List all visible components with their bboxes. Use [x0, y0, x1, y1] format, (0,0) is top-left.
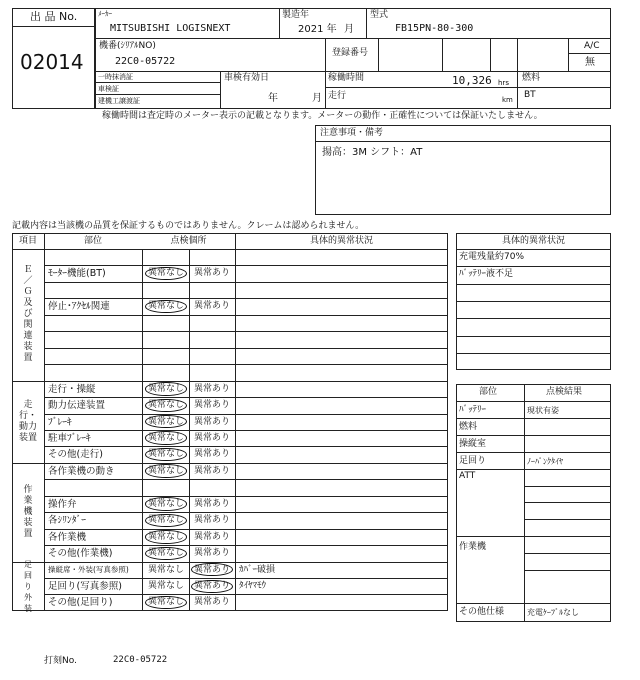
shupin-label: 出 品 No.	[30, 10, 78, 23]
distance-unit: km	[502, 96, 513, 104]
row-part: ﾌﾞﾚｰｷ	[48, 416, 72, 428]
fuel-value: BT	[524, 90, 536, 100]
table-row	[12, 479, 448, 495]
row-abnormal: 異常あり	[194, 400, 231, 411]
result-value: 現状有姿	[527, 406, 559, 415]
row-detail: ﾀｲﾔﾏﾓｳ	[239, 581, 267, 591]
row-abnormal: 異常あり	[194, 498, 231, 509]
row-detail: ｶﾊﾞｰ破損	[239, 564, 276, 575]
row-part: 各作業機の動き	[48, 465, 115, 477]
stamp-no-value: 22C0-05722	[113, 655, 168, 665]
normal-mark	[145, 382, 187, 395]
row-abnormal: 異常あり	[194, 531, 231, 542]
row-abnormal: 異常あり	[194, 416, 231, 427]
row-normal: 異常なし	[148, 597, 185, 608]
results-work-label: 作業機	[459, 542, 487, 552]
results-att-label: ATT	[459, 471, 476, 481]
row-part: 動力伝達装置	[48, 400, 106, 412]
row-normal: 異常なし	[148, 400, 185, 411]
result-part: 燃料	[459, 421, 478, 432]
row-part: 操縦席・外装(写真参照)	[48, 564, 129, 574]
row-normal: 異常なし	[148, 564, 185, 575]
registration-label: 登録番号	[332, 48, 369, 58]
hours-disclaimer: 稼働時間は査定時のメーター表示の記載となります。メーターの動作・正確性については保証いたしません。	[102, 111, 543, 121]
row-normal: 異常なし	[148, 268, 185, 279]
row-abnormal: 異常あり	[194, 564, 231, 575]
table-row	[12, 315, 448, 331]
serial-label: 機番(ｼﾘｱﾙNO)	[99, 41, 156, 51]
remarks-label: 注意事項・備考	[320, 128, 384, 138]
year-month-unit: 月	[344, 24, 354, 35]
hours-unit: hrs	[498, 79, 509, 87]
row-normal: 異常なし	[148, 301, 185, 312]
group-label-3: 足回り外装	[24, 559, 32, 613]
serial-value: 22C0-05722	[115, 56, 176, 67]
row-part: 操作弁	[48, 498, 77, 510]
row-abnormal: 異常あり	[194, 383, 231, 394]
row-abnormal: 異常あり	[194, 301, 231, 312]
row-normal: 異常なし	[148, 416, 185, 427]
shupin-number: 02014	[20, 50, 84, 74]
hours-value: 10,326	[452, 74, 492, 87]
row-part: 各作業機	[48, 531, 87, 543]
result-value: ﾉｰﾊﾟﾝｸﾀｲﾔ	[527, 456, 563, 466]
group-label-0: Ｅ／Ｇ及び関連装置	[23, 265, 33, 364]
right-detail-line: 充電残量約70%	[459, 252, 525, 262]
row-abnormal: 異常あり	[194, 548, 231, 559]
row-part: 駐車ﾌﾞﾚｰｷ	[48, 432, 91, 444]
table-row	[12, 249, 448, 265]
doc-temporary-cancel: 一時抹消証	[98, 73, 133, 81]
model-value: FB15PN-80-300	[395, 23, 474, 34]
row-abnormal: 異常あり	[194, 597, 231, 608]
remarks-text: 揚高：3M シフト：AT	[322, 147, 423, 158]
abnormal-mark	[191, 580, 233, 593]
table-row	[12, 331, 448, 347]
normal-mark	[145, 497, 187, 510]
distance-label: 走行	[328, 91, 347, 101]
hours-label: 稼働時間	[328, 73, 365, 83]
right-detail-header: 具体的異常状況	[502, 236, 566, 246]
row-normal: 異常なし	[148, 515, 185, 526]
result-part: ﾊﾞｯﾃﾘｰ	[459, 405, 487, 415]
group-label-2: 作業機装置	[23, 484, 33, 539]
remarks-box	[315, 125, 611, 215]
ac-label: A/C	[584, 41, 600, 51]
row-part: 走行・操縦	[48, 383, 96, 395]
stamp-no-label: 打刻No.	[44, 656, 77, 666]
row-normal: 異常なし	[148, 581, 185, 591]
table-header-2: 点検個所	[170, 236, 207, 246]
row-part: 足回り(写真参照)	[48, 581, 122, 592]
table-row	[12, 282, 448, 298]
row-part: ﾓｰﾀｰ機能(BT)	[48, 268, 106, 280]
row-part: その他(足回り)	[48, 597, 113, 609]
model-label: 型式	[370, 10, 389, 20]
year-label: 製造年	[282, 10, 310, 20]
inspection-year-unit: 年	[268, 93, 278, 104]
row-abnormal: 異常あり	[194, 515, 231, 526]
doc-transfer-cert: 建機工譲渡証	[98, 97, 140, 105]
row-part: 各ｼﾘﾝﾀﾞｰ	[48, 515, 87, 527]
row-normal: 異常なし	[148, 531, 185, 542]
table-row	[12, 364, 448, 380]
row-part: その他(走行)	[48, 449, 103, 461]
result-part: 足回り	[459, 455, 487, 466]
normal-mark	[145, 399, 187, 412]
table-header-0: 項目	[18, 236, 37, 246]
row-normal: 異常なし	[148, 449, 185, 460]
row-normal: 異常なし	[148, 383, 185, 394]
row-abnormal: 異常あり	[194, 432, 231, 443]
inspection-label: 車検有効日	[224, 73, 270, 83]
ac-value: 無	[585, 57, 595, 68]
inspection-month-unit: 月	[312, 93, 322, 104]
row-abnormal: 異常あり	[194, 449, 231, 460]
row-normal: 異常なし	[148, 465, 185, 476]
maker-label: ﾒｰｶｰ	[98, 10, 112, 18]
row-abnormal: 異常あり	[194, 581, 231, 591]
row-part: その他(作業機)	[48, 548, 113, 560]
maker-value: MITSUBISHI LOGISNEXT	[110, 23, 231, 34]
table-header-1: 部位	[83, 236, 102, 246]
row-abnormal: 異常あり	[194, 268, 231, 279]
year-value: 2021 年	[298, 24, 337, 35]
results-header-part: 部位	[479, 387, 498, 397]
table-row	[12, 348, 448, 364]
quality-disclaimer: 記載内容は当該機の品質を保証するものではありません。クレームは認められません。	[12, 221, 365, 231]
fuel-label: 燃料	[522, 73, 541, 83]
normal-mark	[145, 464, 187, 477]
group-label-1: 走行・動力装置	[19, 399, 38, 443]
results-other-value: 充電ｹｰﾌﾞﾙなし	[527, 608, 579, 617]
normal-mark	[145, 530, 187, 543]
row-normal: 異常なし	[148, 548, 185, 559]
table-header-3: 具体的異常状況	[309, 236, 373, 246]
results-other-label: その他仕様	[459, 607, 505, 617]
result-part: 操縦室	[459, 438, 487, 449]
results-header-result: 点検結果	[546, 387, 583, 397]
row-abnormal: 異常あり	[194, 465, 231, 476]
row-normal: 異常なし	[148, 432, 185, 443]
right-detail-line: ﾊﾞｯﾃﾘｰ液不足	[459, 269, 514, 280]
normal-mark	[145, 431, 187, 444]
normal-mark	[145, 514, 187, 527]
row-normal: 異常なし	[148, 498, 185, 509]
normal-mark	[145, 547, 187, 560]
row-part: 停止･ｱｸｾﾙ関連	[48, 301, 110, 313]
doc-vehicle-cert: 車検証	[98, 85, 119, 93]
